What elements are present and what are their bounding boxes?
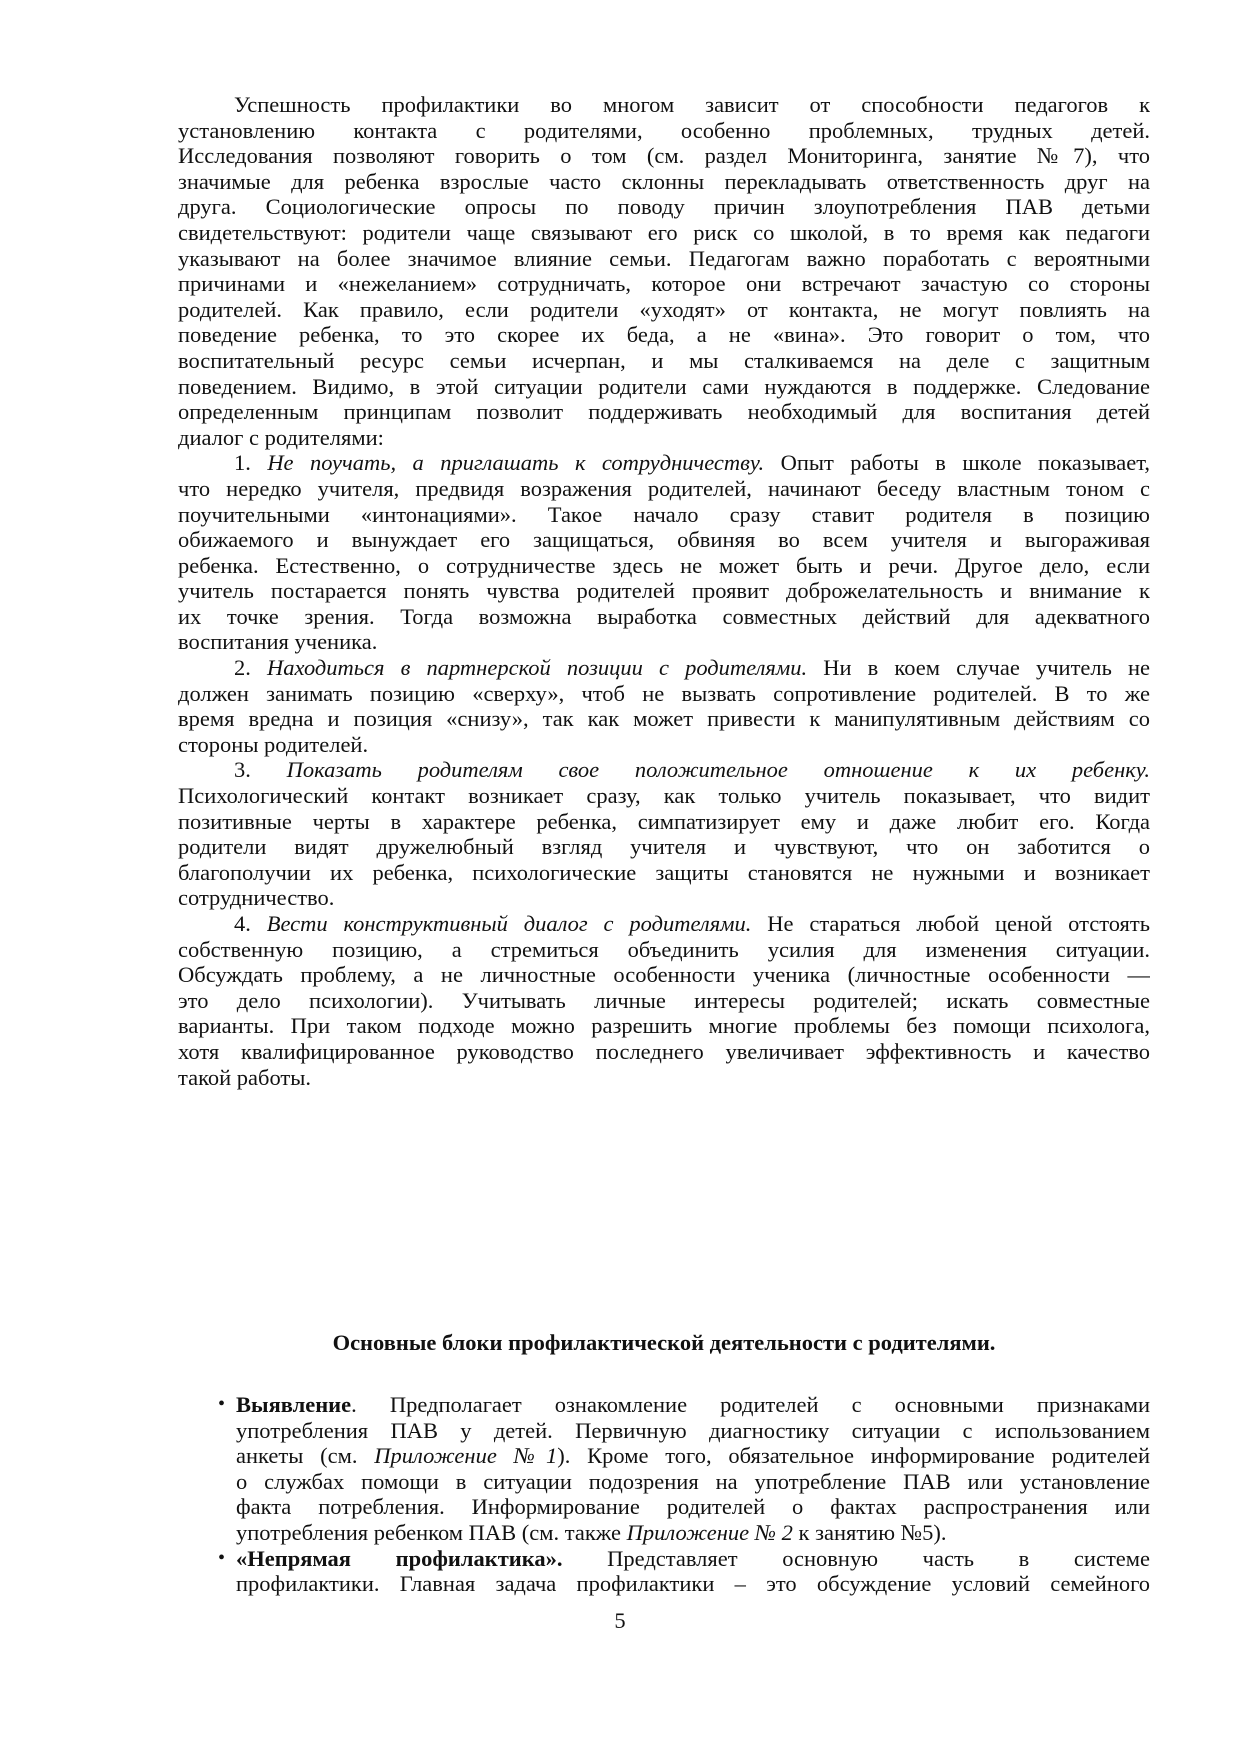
principle-heading-line [178, 450, 1150, 476]
text-line: Психологический контакт возникает сразу, как только учитель показывает, что видит [178, 783, 1150, 809]
appendix-reference: Приложение №1 [374, 1443, 558, 1469]
principle-text: Опыт работы в школе показывает, [780, 450, 1150, 476]
text-line: указывают на более значимое влияние семьи. Педагогам важно поработать с вероятными [178, 245, 1150, 271]
text-line: воспитания ученика. [178, 629, 378, 655]
text-line: Обсуждать проблему, а не личностные особенности ученика (личностные особенности — [178, 962, 1150, 988]
text-line: родителей. Как правило, если родители «уходят» от контакта, не могут повлиять на [178, 296, 1150, 322]
bullet-term: «Непрямая профилактика». [236, 1545, 563, 1571]
principle-title: Вести конструктивный диалог с родителями. [266, 911, 752, 936]
bullet-list [178, 1392, 1150, 1597]
text-line: значимые для ребенка взрослые часто склонны перекладывать ответственность друг на [178, 168, 1150, 194]
text-line: позитивные черты в характере ребенка, симпатизирует ему и даже любит его. Когда [178, 808, 1150, 834]
text-line: анкеты (см. Приложение №1). Кроме того, обязательное информирование родителей [236, 1443, 1150, 1469]
principle-text: Не стараться любой ценой отстоять [767, 911, 1150, 936]
text-line: Выявление. Предполагает ознакомление родителей с основными признаками [236, 1392, 1150, 1417]
text-line: «Непрямая профилактика». Представляет основную часть в системе [236, 1545, 1150, 1571]
principle-number: 2. [234, 655, 251, 681]
text-line: установлению контакта с родителями, особенно проблемных, трудных детей. [178, 117, 1150, 143]
bullet-icon: • [218, 1393, 226, 1415]
text-line: обижаемого и вынуждает его защищаться, обвиняя во всем учителя и выгораживая [178, 527, 1150, 553]
text-line: факта потребления. Информирование родителей о фактах распространения или [236, 1494, 1150, 1520]
text-line: учитель постарается понять чувства родителей проявит доброжелательность и внимание к [178, 578, 1150, 604]
text-line: собственную позицию, а стремиться объединить усилия для изменения ситуации. [178, 936, 1150, 962]
text-line: ребенка. Естественно, о сотрудничестве здесь не может быть и речи. Другое дело, если [178, 552, 1150, 578]
text-line: причинами и «нежеланием» сотрудничать, которое они встречают зачастую со стороны [178, 271, 1150, 297]
text-line: диалог с родителями: [178, 424, 384, 450]
text-line: воспитательный ресурс семьи исчерпан, и мы сталкиваемся на деле с защитным [178, 347, 1150, 373]
principle-4 [178, 911, 1150, 1090]
text-line: родители видят дружелюбный взгляд учителя и чувствуют, что он заботится о [178, 834, 1150, 860]
text-line: профилактики. Главная задача профилактики – это обсуждение условий семейного [236, 1571, 1150, 1597]
text-line: их точке зрения. Тогда возможна выработка совместных действий для адекватного [178, 603, 1150, 629]
main-text-block [178, 92, 1150, 1090]
appendix-reference: Приложение № 2 [626, 1519, 793, 1545]
principle-number: 1. [234, 450, 251, 476]
intro-paragraph [178, 92, 1150, 450]
text-line: поведением. Видимо, в этой ситуации родители сами нуждаются в поддержке. Следование [178, 373, 1150, 399]
principle-number: 4. [234, 911, 251, 936]
text-line: поучительными «интонациями». Такое начало сразу ставит родителя в позицию [178, 501, 1150, 527]
principle-title: Не поучать, а приглашать к сотрудничеству. [267, 450, 765, 476]
principle-title: Показать родителям свое положительное отношение к их ребенку. [286, 757, 1150, 783]
text-line: хотя квалифицированное руководство последнего увеличивает эффективность и качество [178, 1038, 1150, 1064]
text-line: употребления ребенком ПАВ (см. также Приложение № 2 к занятию №5). [236, 1519, 947, 1545]
section-heading: Основные блоки профилактической деятельности с родителями. [332, 1330, 996, 1355]
principle-2 [178, 655, 1150, 757]
bullet-term: Выявление [236, 1392, 352, 1417]
text-line: о службах помощи в ситуации подозрения на употребление ПАВ или установление [236, 1468, 1150, 1494]
text-line: стороны родителей. [178, 731, 369, 757]
bullet-icon: • [218, 1546, 226, 1569]
text-line: свидетельствуют: родители чаще связывают его риск со школой, в то время как педагоги [178, 219, 1150, 245]
principle-heading-line [178, 911, 1150, 937]
text-line: должен занимать позицию «сверху», чтоб не вызвать сопротивление родителей. В то же [178, 680, 1150, 706]
bullet-item-indirect-prevention [178, 1546, 1150, 1597]
text-line: варианты. При таком подходе можно разрешить многие проблемы без помощи психолога, [178, 1013, 1150, 1039]
text-line: такой работы. [178, 1064, 312, 1090]
text-line: Исследования позволяют говорить о том (см. раздел Мониторинга, занятие №7), что [178, 143, 1150, 169]
principle-title: Находиться в партнерской позиции с родителями. [267, 655, 808, 681]
principle-3 [178, 757, 1150, 911]
text-line: сотрудничество. [178, 885, 335, 911]
text-line: благополучии их ребенка, психологические защиты становятся не нужными и возникает [178, 859, 1150, 885]
text-line: поведение ребенка, то это скорее их беда, а не «вина». Это говорит о том, что [178, 322, 1150, 348]
text-line: друга. Социологические опросы по поводу причин злоупотребления ПАВ детьми [178, 194, 1150, 220]
principle-text: Ни в коем случае учитель не [823, 655, 1150, 681]
text-line: это дело психологии). Учитывать личные интересы родителей; искать совместные [178, 987, 1150, 1013]
page-number: 5 [614, 1608, 626, 1633]
text-line: определенным принципам позволит поддерживать необходимый для воспитания детей [178, 399, 1150, 425]
principle-1 [178, 450, 1150, 655]
text-line: что нередко учителя, предвидя возражения родителей, начинают беседу властным тоном с [178, 475, 1150, 501]
principle-number: 3. [234, 757, 251, 783]
text-line: употребления ПАВ у детей. Первичную диагностику ситуации с использованием [236, 1417, 1150, 1443]
text-line: Успешность профилактики во многом зависит от способности педагогов к [234, 92, 1150, 117]
principle-heading-line [178, 655, 1150, 681]
text-line: время вредна и позиция «снизу», так как может привести к манипулятивным действиям со [178, 706, 1150, 732]
principle-heading-line [178, 757, 1150, 783]
bullet-item-detection [178, 1392, 1150, 1546]
